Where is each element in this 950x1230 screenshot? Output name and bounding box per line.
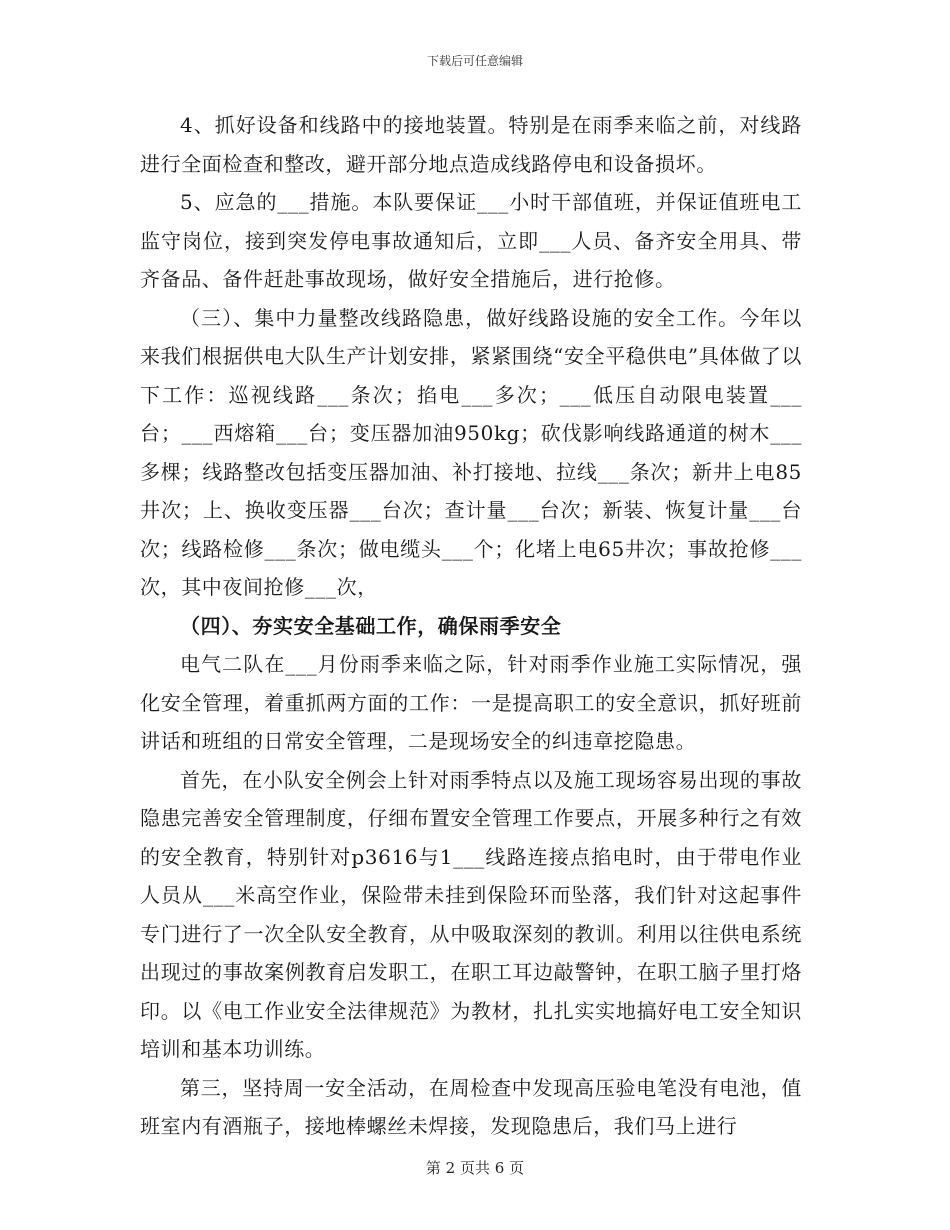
paragraph-emergency: 5、应急的___措施。本队要保证___小时干部值班，并保证值班电工监守岗位，接到突发停电事故通知后，立即___人员、备齐安全用具、带齐备品、备件赶赴事故现场，做好安全措施后，进行抢修。 xyxy=(140,190,802,291)
document-body xyxy=(140,106,802,1146)
paragraph-third: 第三，坚持周一安全活动，在周检查中发现高压验电笔没有电池，值班室内有酒瓶子，接地棒螺丝未焊接，发现隐患后，我们马上进行 xyxy=(140,1075,802,1138)
paragraph-grounding: 4、抓好设备和线路中的接地装置。特别是在雨季来临之前，对线路进行全面检查和整改，避开部分地点造成线路停电和设备损坏。 xyxy=(140,113,802,176)
paragraph-first: 首先，在小队安全例会上针对雨季特点以及施工现场容易出现的事故隐患完善安全管理制度，仔细布置安全管理工作要点，开展多种行之有效的安全教育，特别针对p3616与1___线路连接点掐电时，由于带电作业人员从___米高空作业，保险带未挂到保险环而坠落，我们针对这起事件专门进行了一次全队安全教育，从中吸取深刻的教训。利用以往供电系统出现过的事故案例教育启发职工，在职工耳边敲警钟，在职工脑子里打烙印。以《电工作业安全法律规范》为教材，扎扎实实地搞好电工安全知识培训和基本功训练。 xyxy=(140,767,802,1061)
page-header: 下载后可任意编辑 xyxy=(426,54,523,68)
paragraph-rainy-season: 电气二队在___月份雨季来临之际，针对雨季作业施工实际情况，强化安全管理，着重抓两方面的工作：一是提高职工的安全意识，抓好班前讲话和班组的日常安全管理，二是现场安全的纠违章挖隐患。 xyxy=(140,652,802,753)
section-heading-four: （四）、夯实安全基础工作，确保雨季安全 xyxy=(180,613,562,638)
paragraph-section-three: （三）、集中力量整改线路隐患，做好线路设施的安全工作。今年以来我们根据供电大队生产计划安排，紧紧围绕“安全平稳供电”具体做了以下工作：巡视线路___条次；掐电___多次；___低压自动限电装置___台；___西熔箱___台；变压器加油950kg；砍伐影响线路通道的树木___多棵；线路整改包括变压器加油、补打接地、拉线___条次；新井上电85井次；上、换收变压器___台次；查计量___台次；新装、恢复计量___台次；线路检修___条次；做电缆头___个；化堵上电65井次；事故抢修___次，其中夜间抢修___次， xyxy=(140,305,802,599)
page-footer: 第 2 页共 6 页 xyxy=(425,1159,525,1177)
